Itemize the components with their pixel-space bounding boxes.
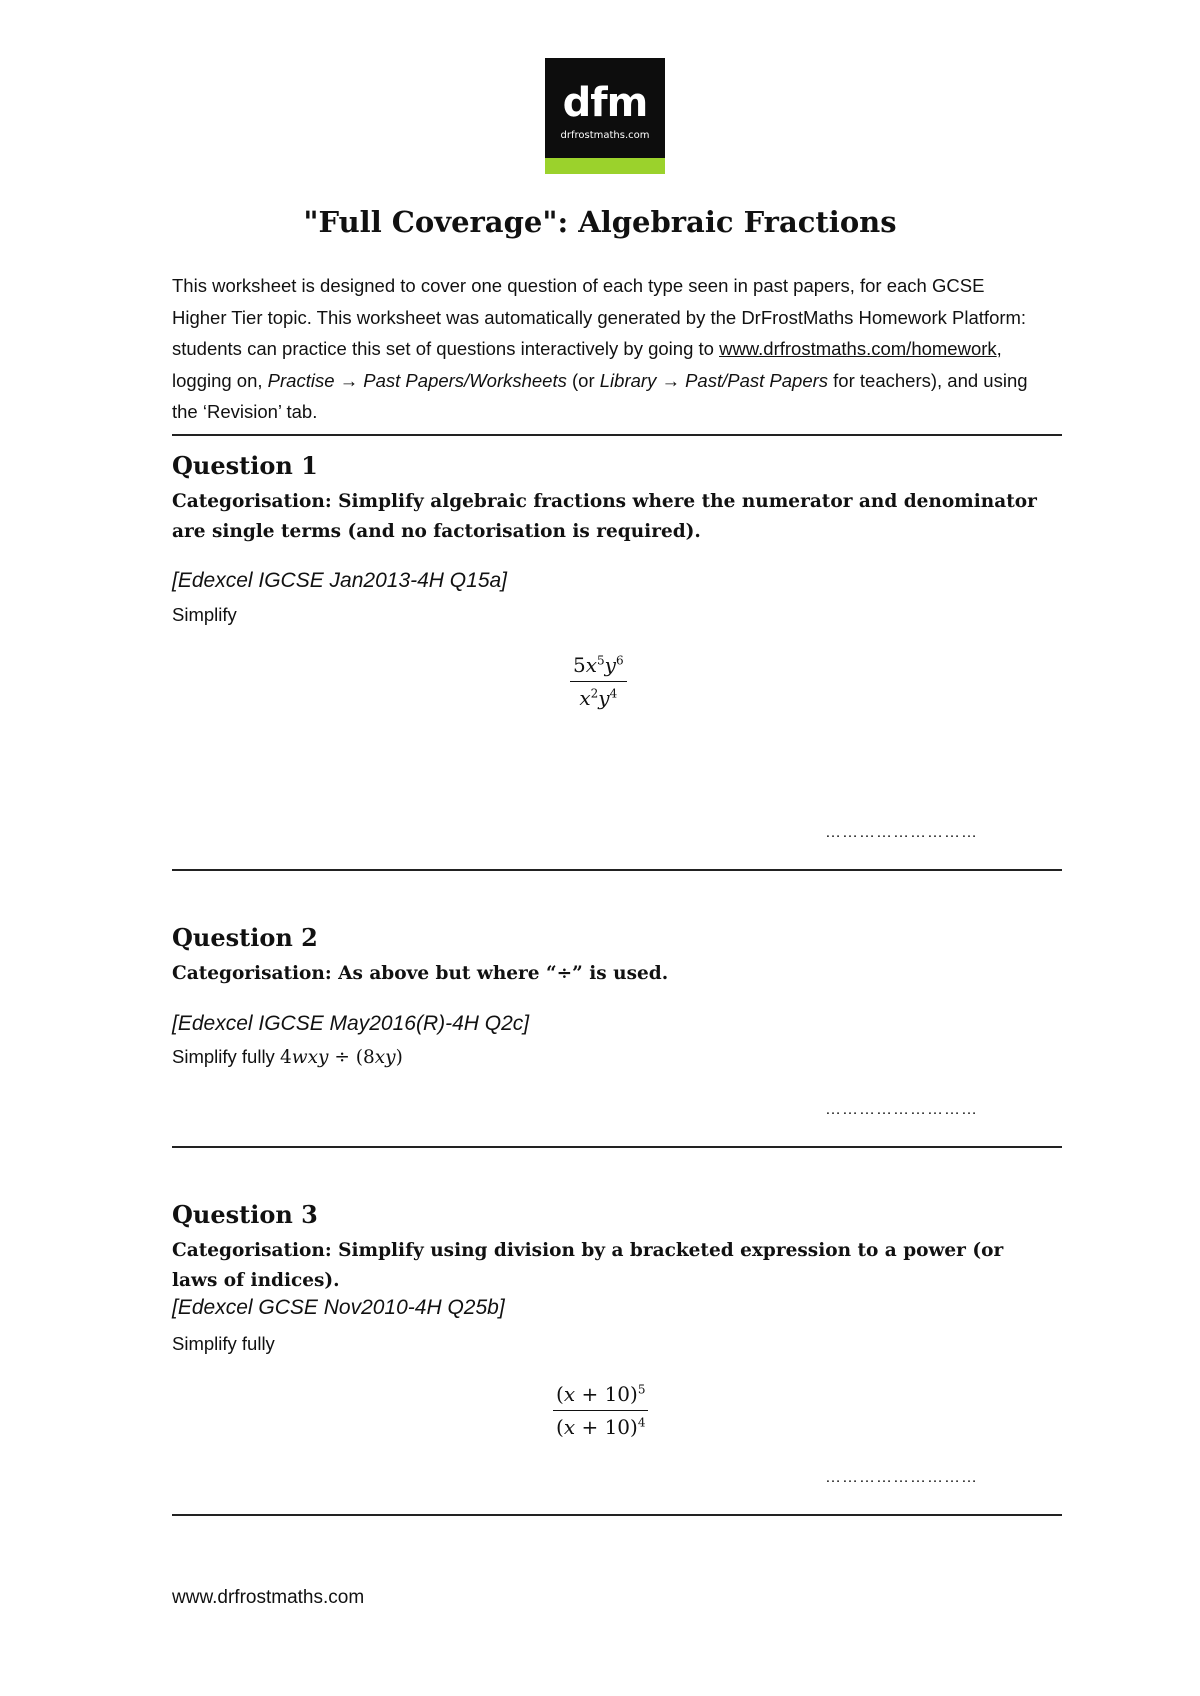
- fraction-denominator: $(x + 10)^4$: [556, 1415, 646, 1439]
- library-path: Library → Past/Past Papers: [599, 369, 829, 391]
- question-3-categorisation: Categorisation: Simplify using division by a bracketed expression to a power (or laws of indices).: [172, 1240, 1004, 1291]
- question-2-expression: 4wxy ÷ (8xy): [279, 1047, 403, 1068]
- logo-mark: dfm: [562, 80, 648, 126]
- question-2-instruction: [172, 1046, 403, 1068]
- intro-paragraph: [172, 270, 1042, 428]
- intro-or: (or: [566, 369, 600, 391]
- question-3-source: [Edexcel GCSE Nov2010-4H Q25b]: [172, 1296, 505, 1319]
- fraction-denominator: $x^2y^4$: [579, 686, 618, 710]
- question-1-categorisation: Categorisation: Simplify algebraic fractions where the numerator and denominator are single terms (and no factorisation is required).: [172, 491, 1037, 542]
- dfm-logo: [545, 58, 665, 174]
- question-1-instruction: Simplify: [172, 604, 237, 625]
- question-3-instruction: Simplify fully: [172, 1333, 275, 1354]
- question-3-answer-line[interactable]: ………………………: [825, 1469, 978, 1486]
- practise-path: Practise → Past Papers/Worksheets: [267, 369, 567, 391]
- question-2-heading: Question 2: [172, 923, 318, 952]
- divider: [172, 869, 1062, 871]
- page-title: "Full Coverage": Algebraic Fractions: [303, 205, 897, 239]
- question-2-categorisation: Categorisation: As above but where “÷” is used.: [172, 963, 669, 984]
- question-1-source: [Edexcel IGCSE Jan2013-4H Q15a]: [172, 569, 508, 592]
- question-3-heading: Question 3: [172, 1200, 318, 1229]
- question-3-fraction: [553, 1382, 648, 1439]
- question-2-instruction-text: Simplify fully: [172, 1046, 280, 1067]
- intro-tail: for teachers), and using the ‘Revision’ tab.: [172, 369, 1028, 422]
- fraction-numerator: $5x^5y^6$: [570, 653, 627, 682]
- divider: [172, 1514, 1062, 1516]
- intro-after-link: , logging on,: [172, 338, 1002, 391]
- divider: [172, 434, 1062, 436]
- question-2-source: [Edexcel IGCSE May2016(R)-4H Q2c]: [172, 1012, 530, 1035]
- question-1-answer-line[interactable]: ………………………: [825, 824, 978, 841]
- question-1-fraction: [570, 653, 627, 710]
- footer-url: www.drfrostmaths.com: [172, 1587, 365, 1608]
- question-1-heading: Question 1: [172, 451, 318, 480]
- fraction-numerator: $(x + 10)^5$: [553, 1382, 648, 1411]
- logo-accent-bar: [545, 158, 665, 174]
- homework-link[interactable]: www.drfrostmaths.com/homework: [719, 338, 997, 359]
- question-2-answer-line[interactable]: ………………………: [825, 1101, 978, 1118]
- logo-site: drfrostmaths.com: [560, 130, 650, 141]
- divider: [172, 1146, 1062, 1148]
- intro-text: This worksheet is designed to cover one question of each type seen in past papers, for each GCSE Higher Tier topic. This worksheet was automatically generated by the DrFrostMaths Homework Platform: students can practice this set of questions interactively by going to: [172, 275, 1027, 359]
